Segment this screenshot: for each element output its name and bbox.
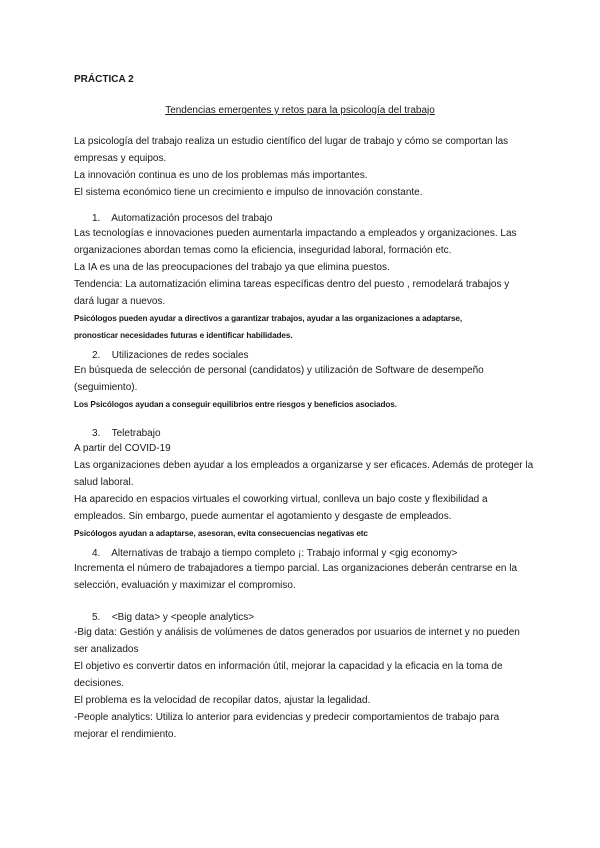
section-number: 4. (92, 548, 101, 559)
document-subtitle: Tendencias emergentes y retos para la psicología del trabajo (165, 105, 435, 116)
section-title: <Big data> y <people analytics> (111, 612, 255, 623)
section-body-1 (74, 225, 534, 344)
section-heading-4 (92, 548, 458, 559)
section-title: Utilizaciones de redes sociales (111, 350, 249, 361)
body-line: organizaciones abordan temas como la eficiencia, inseguridad laboral, formación etc. (74, 245, 452, 256)
body-line: decisiones. (74, 678, 125, 689)
body-line: El problema es la velocidad de recopilar datos, ajustar la legalidad. (74, 695, 371, 706)
body-line: dará lugar a nuevos. (74, 296, 166, 307)
body-line: mejorar el rendimiento. (74, 729, 177, 740)
intro-line: El sistema económico tiene un crecimiento e impulso de innovación constante. (74, 187, 423, 198)
body-line: -Big data: Gestión y análisis de volúmenes de datos generados por usuarios de internet y no pueden (74, 627, 520, 638)
section-body-2 (74, 362, 534, 413)
body-line: Tendencia: La automatización elimina tareas específicas dentro del puesto , remodelará trabajos y (74, 279, 510, 290)
intro-line: La innovación continua es uno de los problemas más importantes. (74, 170, 368, 181)
body-line: Las organizaciones deben ayudar a los empleados a organizarse y ser eficaces. Además de proteger la (74, 460, 534, 471)
section-number: 5. (92, 612, 101, 623)
note-line: Los Psicólogos ayudan a conseguir equilibrios entre riesgos y beneficios asociados. (74, 400, 397, 409)
body-line: La IA es una de las preocupaciones del trabajo ya que elimina puestos. (74, 262, 390, 273)
section-heading-1 (92, 213, 272, 224)
section-body-4 (74, 560, 534, 594)
section-heading-2 (92, 350, 249, 361)
section-number: 3. (92, 428, 101, 439)
section-body-3 (74, 440, 534, 542)
body-line: En búsqueda de selección de personal (candidatos) y utilización de Software de desempeño (74, 365, 484, 376)
body-line: selección, evaluación y maximizar el compromiso. (74, 580, 296, 591)
intro-line: empresas y equipos. (74, 153, 167, 164)
body-line: ser analizados (74, 644, 139, 655)
body-line: Ha aparecido en espacios virtuales el coworking virtual, conlleva un bajo coste y flexibilidad a (74, 494, 488, 505)
section-number: 1. (92, 213, 101, 224)
body-line: salud laboral. (74, 477, 134, 488)
section-body-5 (74, 624, 534, 743)
note-line: pronosticar necesidades futuras e identificar habilidades. (74, 331, 293, 340)
note-line: Psicólogos ayudan a adaptarse, asesoran, evita consecuencias negativas etc (74, 529, 368, 538)
intro-paragraph (74, 133, 534, 201)
body-line: Incrementa el número de trabajadores a tiempo parcial. Las organizaciones deberán centrarse en la (74, 563, 518, 574)
note-line: Psicólogos pueden ayudar a directivos a garantizar trabajos, ayudar a las organizaciones a adaptarse, (74, 314, 463, 323)
body-line: Las tecnologías e innovaciones pueden aumentarla impactando a empleados y organizaciones. Las (74, 228, 517, 239)
section-heading-5 (92, 612, 254, 623)
body-line: empleados. Sin embargo, puede aumentar el agotamiento y desgaste de empleados. (74, 511, 452, 522)
section-heading-3 (92, 428, 161, 439)
section-number: 2. (92, 350, 101, 361)
section-title: Alternativas de trabajo a tiempo completo ¡: Trabajo informal y <gig economy> (111, 548, 458, 559)
body-line: El objetivo es convertir datos en información útil, mejorar la capacidad y la eficacia en la toma de (74, 661, 503, 672)
section-title: Automatización procesos del trabajo (111, 213, 273, 224)
intro-line: La psicología del trabajo realiza un estudio científico del lugar de trabajo y cómo se comportan las (74, 136, 509, 147)
body-line: A partir del COVID-19 (74, 443, 171, 454)
page-title: PRÁCTICA 2 (74, 74, 134, 85)
section-title: Teletrabajo (111, 428, 161, 439)
body-line: -People analytics: Utiliza lo anterior para evidencias y predecir comportamientos de trabajo para (74, 712, 500, 723)
body-line: (seguimiento). (74, 382, 138, 393)
